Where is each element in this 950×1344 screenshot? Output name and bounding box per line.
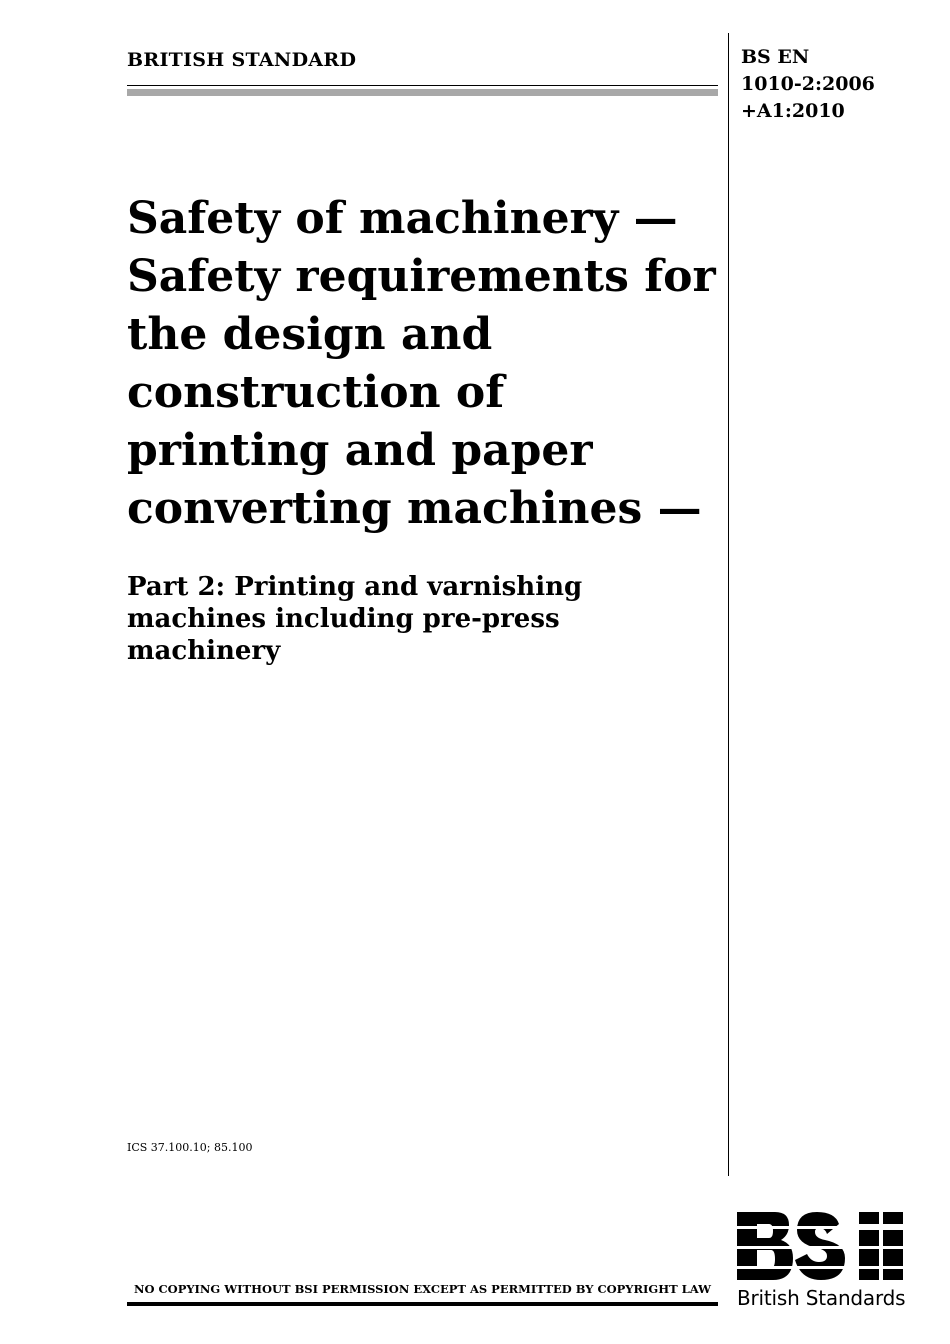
document-type-label: BRITISH STANDARD <box>127 49 357 71</box>
header-divider-thin <box>127 85 718 86</box>
bsi-logo-mark <box>735 1210 905 1282</box>
title-line: printing and paper <box>127 425 593 476</box>
vertical-divider <box>728 33 729 1176</box>
document-subtitle <box>127 571 717 667</box>
document-title <box>127 190 727 538</box>
subtitle-line: machinery <box>127 636 281 666</box>
title-line: Safety of machinery — <box>127 193 678 244</box>
subtitle-line: Part 2: Printing and varnishing <box>127 572 583 602</box>
ics-code: ICS 37.100.10; 85.100 <box>127 1141 253 1154</box>
footer-divider <box>127 1302 718 1306</box>
title-line: Safety requirements for <box>127 251 716 302</box>
title-line: construction of <box>127 367 505 418</box>
standard-number <box>741 44 875 125</box>
standard-number-line: 1010-2:2006 <box>741 73 875 95</box>
header-divider-thick <box>127 89 718 96</box>
copyright-notice: NO COPYING WITHOUT BSI PERMISSION EXCEPT AS PERMITTED BY COPYRIGHT LAW <box>133 1282 712 1296</box>
subtitle-line: machines including pre-press <box>127 604 560 634</box>
standard-number-line: BS EN <box>741 46 810 68</box>
bsi-logo-name: British Standards <box>737 1286 906 1310</box>
bsi-logo <box>735 1210 907 1314</box>
standard-number-line: +A1:2010 <box>741 100 845 122</box>
title-line: the design and <box>127 309 493 360</box>
title-line: converting machines — <box>127 483 702 534</box>
